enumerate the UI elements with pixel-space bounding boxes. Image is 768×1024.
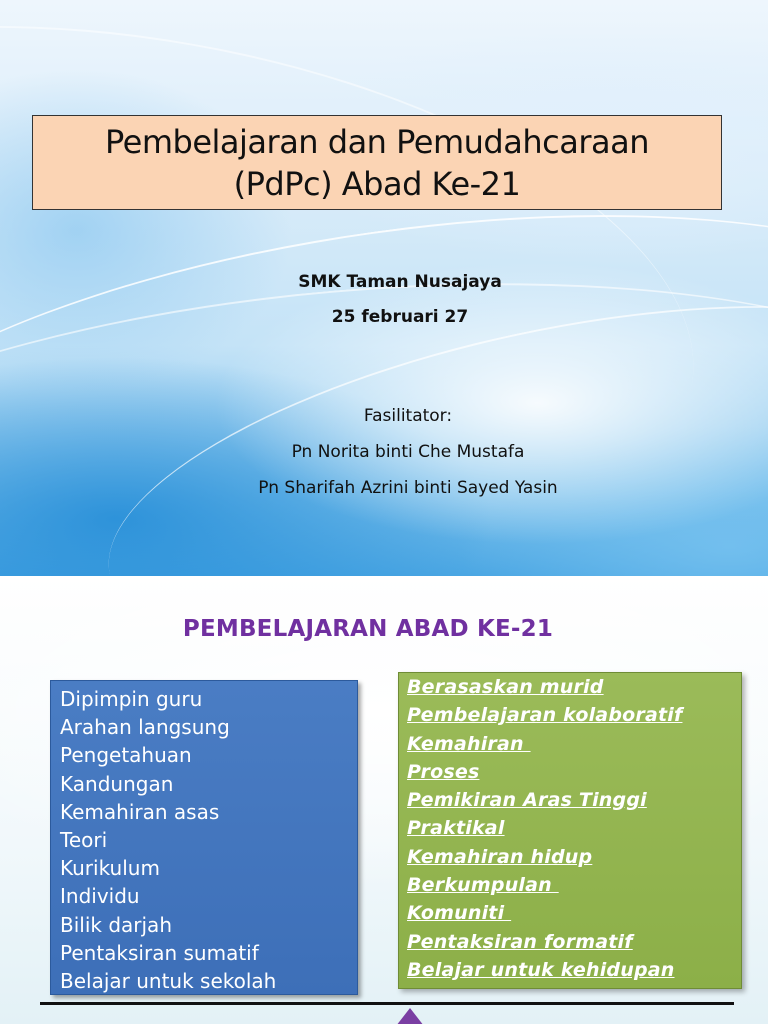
facilitator-name-2: Pn Sharifah Azrini binti Sayed Yasin <box>258 478 558 498</box>
21st-century-learning-list <box>398 672 742 989</box>
title-box <box>32 115 722 210</box>
list-item: Pengetahuan <box>60 743 192 768</box>
list-item: Pemikiran Aras Tinggi <box>407 789 647 812</box>
list-item: Belajar untuk kehidupan <box>407 958 675 981</box>
list-item: Individu <box>60 884 140 909</box>
triangle-marker-icon <box>396 1008 424 1024</box>
list-item: Pentaksiran formatif <box>407 930 633 953</box>
list-item: Bilik darjah <box>60 912 172 937</box>
list-item: Proses <box>407 760 480 783</box>
list-item: Teori <box>60 828 108 853</box>
title-line-2: (PdPc) Abad Ke-21 <box>233 164 521 203</box>
divider-line <box>40 1002 734 1005</box>
list-item: Berkumpulan <box>407 874 559 897</box>
slide-2 <box>0 576 768 1024</box>
list-item: Pembelajaran kolaboratif <box>407 704 683 727</box>
school-name: SMK Taman Nusajaya <box>298 272 502 292</box>
list-item: Berasaskan murid <box>407 676 604 698</box>
slide-2-title: PEMBELAJARAN ABAD KE-21 <box>182 616 554 642</box>
list-item: Komuniti <box>407 902 512 925</box>
list-item: Praktikal <box>407 817 505 840</box>
list-item: Kemahiran asas <box>60 799 220 824</box>
list-item: Dipimpin guru <box>60 687 203 711</box>
list-item: Belajar untuk sekolah <box>60 969 277 994</box>
list-item: Kemahiran <box>407 732 531 755</box>
facilitator-name-1: Pn Norita binti Che Mustafa <box>291 442 525 462</box>
list-item: Kurikulum <box>60 856 160 881</box>
facilitator-label: Fasilitator: <box>363 406 453 426</box>
list-item: Arahan langsung <box>60 715 230 740</box>
session-date: 25 februari 27 <box>331 307 469 327</box>
traditional-learning-list <box>50 680 358 995</box>
list-item: Kandungan <box>60 771 174 796</box>
list-item: Kemahiran hidup <box>407 845 593 868</box>
title-line-1: Pembelajaran dan Pemudahcaraan <box>105 122 649 161</box>
list-item: Pentaksiran sumatif <box>60 940 259 965</box>
